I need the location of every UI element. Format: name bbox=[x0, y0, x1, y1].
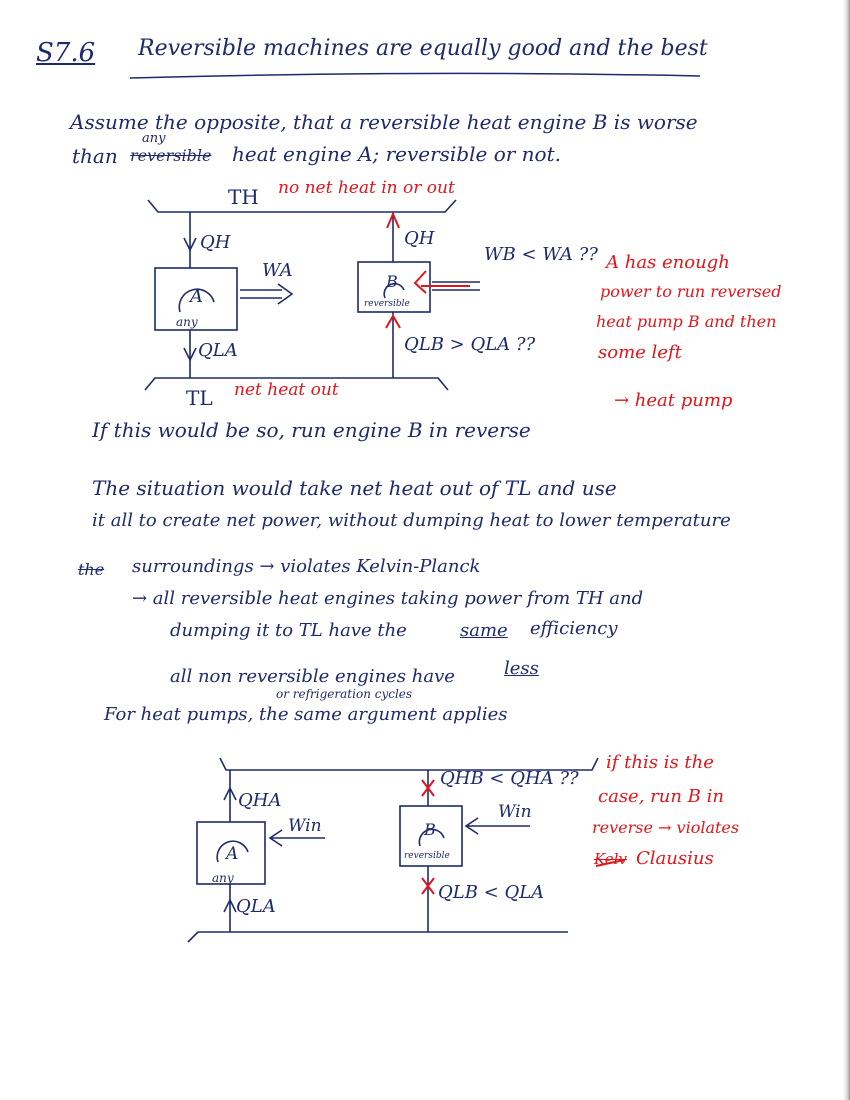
engine-a2-qha: QHA bbox=[238, 790, 282, 811]
engine-a-work: WA bbox=[262, 260, 293, 281]
engine-a2-tag: any bbox=[212, 871, 234, 885]
engine-a2-win: Win bbox=[288, 816, 322, 836]
refrigeration-insert: or refrigeration cycles bbox=[276, 687, 413, 701]
conclusion-less: less bbox=[504, 658, 539, 679]
th-label: TH bbox=[228, 185, 259, 209]
intro-than: than bbox=[72, 144, 118, 168]
if-heat-pump-note: → heat pump bbox=[614, 390, 733, 411]
conclusion-line-2b: efficiency bbox=[530, 618, 618, 639]
intro-line-2-rest: heat engine A; reversible or not. bbox=[232, 142, 561, 166]
diagram2-note-2: case, run B in bbox=[598, 786, 724, 807]
diagram2-note-3: reverse → violates bbox=[592, 818, 740, 837]
diagram1-note-1: A has enough bbox=[606, 252, 730, 273]
diagram1-note-4: some left bbox=[598, 342, 682, 363]
tl-label: TL bbox=[186, 386, 213, 410]
engine-b-work: WB < WA ?? bbox=[484, 244, 598, 265]
conclusion-same: same bbox=[460, 620, 508, 641]
diagram2-note-4: Clausius bbox=[636, 848, 714, 869]
engine-b2-win: Win bbox=[498, 802, 532, 822]
diagram2-note-1: if this is the bbox=[606, 752, 714, 773]
if-line: If this would be so, run engine B in reverse bbox=[92, 418, 531, 442]
engine-b-qlb: QLB > QLA ?? bbox=[404, 334, 536, 355]
engine-a-tag: any bbox=[176, 315, 198, 329]
engine-b-letter: B bbox=[386, 272, 398, 291]
diagram1-note-3: heat pump B and then bbox=[596, 312, 777, 331]
engine-b-tag: reversible bbox=[364, 299, 410, 309]
intro-line-1: Assume the opposite, that a reversible heat engine B is worse bbox=[70, 110, 698, 134]
section-title: Reversible machines are equally good and the best bbox=[138, 36, 708, 61]
section-number: S7.6 bbox=[36, 38, 96, 68]
intro-struck-reversible: reversible bbox=[130, 146, 212, 165]
bottom-reservoir-line bbox=[188, 932, 568, 942]
situation-line-2: it all to create net power, without dumping heat to lower temperature bbox=[92, 510, 731, 531]
surroundings-line: surroundings → violates Kelvin-Planck bbox=[132, 556, 481, 577]
situation-line-1: The situation would take net heat out of TL and use bbox=[92, 476, 617, 500]
engine-a2-letter: A bbox=[226, 844, 239, 864]
engine-b2-letter: B bbox=[424, 820, 436, 839]
engine-a-qla: QLA bbox=[198, 340, 238, 361]
conclusion-line-2a: dumping it to TL have the bbox=[170, 620, 407, 641]
heat-pumps-line: For heat pumps, the same argument applies bbox=[104, 704, 508, 725]
engine-b-qh: QH bbox=[404, 228, 435, 249]
surroundings-struck: the bbox=[78, 560, 105, 579]
diagram2-note-struck: Kelv bbox=[594, 850, 627, 868]
engine-b2-tag: reversible bbox=[404, 851, 450, 861]
engine-b2-qhb: QHB < QHA ?? bbox=[440, 768, 579, 789]
intro-inserted-any: any bbox=[142, 131, 166, 146]
tl-note: net heat out bbox=[234, 380, 339, 400]
engine-b2-qlb: QLB < QLA bbox=[438, 882, 545, 903]
conclusion-line-3a: all non reversible engines have bbox=[170, 666, 455, 687]
engine-a-qh: QH bbox=[200, 232, 231, 253]
conclusion-line-1: → all reversible heat engines taking power from TH and bbox=[132, 588, 644, 609]
diagram1-note-2: power to run reversed bbox=[600, 282, 782, 301]
engine-a-letter: A bbox=[190, 286, 203, 307]
engine-a2-qla: QLA bbox=[236, 896, 276, 917]
th-note: no net heat in or out bbox=[278, 178, 455, 198]
